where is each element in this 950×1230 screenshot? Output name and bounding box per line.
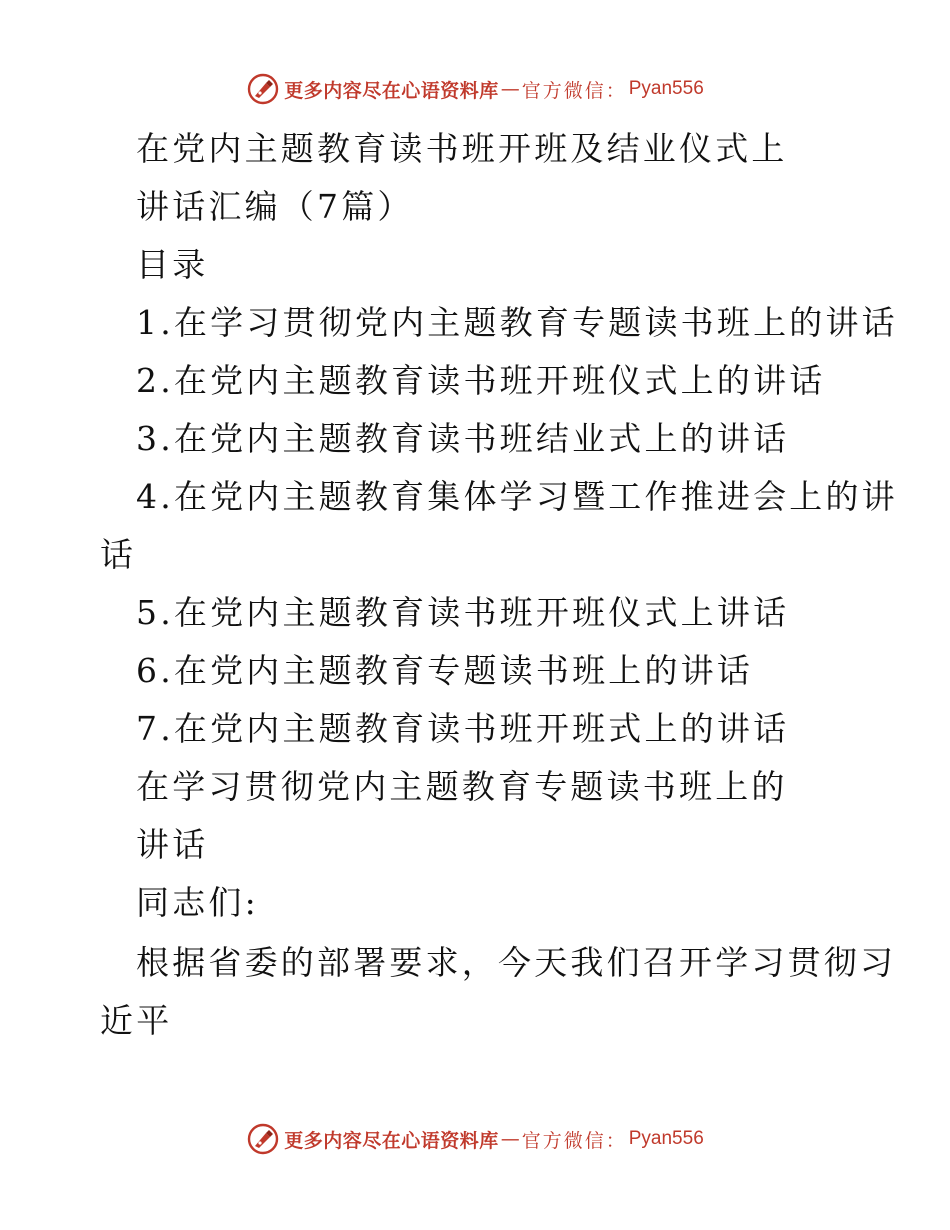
header-watermark: [0, 72, 950, 106]
toc-item-continuation: 话: [100, 535, 137, 574]
watermark-dash: —: [500, 78, 520, 100]
watermark-wechat-id: Pyan556: [628, 1128, 704, 1149]
footer-watermark: [0, 1122, 950, 1156]
document-title-line-2: 讲话汇编（7篇）: [136, 187, 414, 226]
section-title-line-1: 在学习贯彻党内主题教育专题读书班上的: [136, 767, 788, 806]
toc-item: 6.在党内主题教育专题读书班上的讲话: [136, 651, 754, 690]
toc-item: 7.在党内主题教育读书班开班式上的讲话: [136, 709, 790, 748]
watermark-wechat-id: Pyan556: [628, 78, 704, 99]
pen-nib-circle-icon: [246, 1122, 280, 1156]
watermark-wechat-label: 官方微信：: [521, 79, 627, 102]
body-paragraph-line-1: 根据省委的部署要求，今天我们召开学习贯彻习: [136, 943, 897, 982]
document-title-line-1: 在党内主题教育读书班开班及结业仪式上: [136, 129, 788, 168]
watermark-brand: 更多内容尽在心语资料库: [284, 79, 499, 102]
pen-nib-circle-icon: [246, 72, 280, 106]
toc-item: 5.在党内主题教育读书班开班仪式上讲话: [136, 593, 790, 632]
toc-item: 3.在党内主题教育读书班结业式上的讲话: [136, 419, 790, 458]
salutation: 同志们:: [136, 883, 259, 922]
toc-heading: 目录: [136, 245, 209, 284]
toc-item: 4.在党内主题教育集体学习暨工作推进会上的讲: [136, 477, 898, 516]
watermark-brand: 更多内容尽在心语资料库: [284, 1129, 499, 1152]
toc-item: 1.在学习贯彻党内主题教育专题读书班上的讲话: [136, 303, 898, 342]
toc-item: 2.在党内主题教育读书班开班仪式上的讲话: [136, 361, 826, 400]
watermark-dash: —: [500, 1128, 520, 1150]
body-paragraph-line-2: 近平: [100, 1001, 173, 1040]
watermark-wechat-label: 官方微信：: [521, 1129, 627, 1152]
section-title-line-2: 讲话: [136, 825, 209, 864]
